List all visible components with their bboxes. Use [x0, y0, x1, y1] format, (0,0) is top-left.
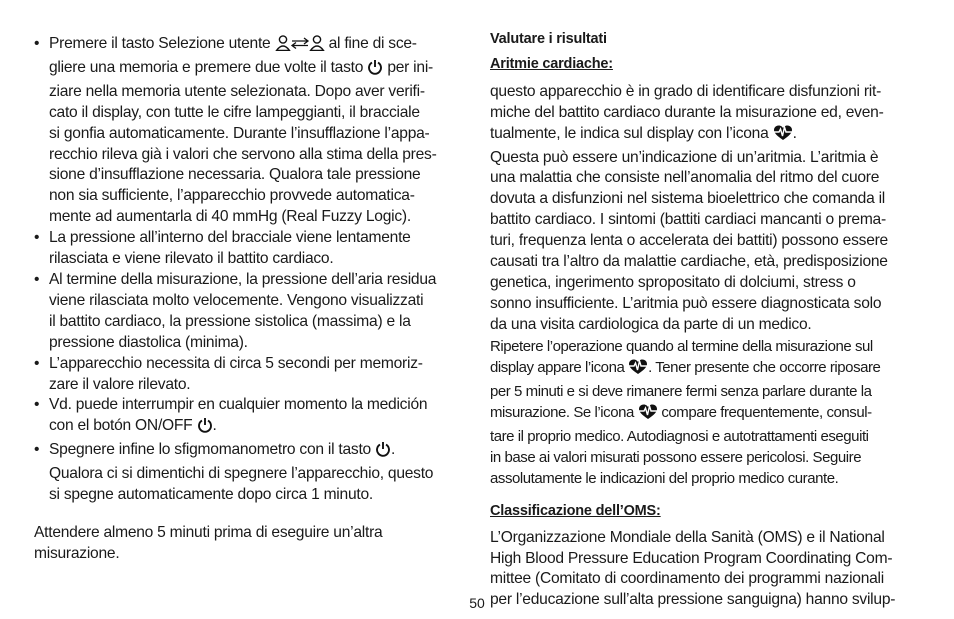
text: da una visita cardiologica da parte di un medico. — [490, 315, 812, 333]
text: turi, frequenza lenta o accelerata dei battiti) possono essere — [490, 232, 888, 250]
text: si spegne automaticamente dopo circa 1 minuto. — [49, 486, 373, 504]
text: tualmente, le indica sul display con l’icona — [490, 124, 773, 142]
text: High Blood Pressure Education Program Coordinating Com- — [490, 549, 893, 567]
text: per l’educazione sull’alta pressione sanguigna) hanno svilup- — [490, 591, 896, 609]
text: . Tener presente che occorre riposare — [648, 358, 881, 376]
right-column — [490, 29, 922, 611]
text: recchio rileva già i valori che servono alla stima della pres- — [49, 145, 437, 163]
text: battito cardiaco. I sintomi (battiti cardiaci mancanti o prema- — [490, 211, 886, 229]
list-item — [34, 395, 466, 440]
text: pressione diastolica (minima). — [49, 333, 248, 351]
section-heading-oms: Classificazione dell’OMS: — [490, 502, 661, 519]
text: sione d’insufflazione necessaria. Qualora tale pressione — [49, 166, 421, 184]
text: Qualora ci si dimentichi di spegnere l’apparecchio, questo — [49, 465, 434, 483]
text: Vd. puede interrumpir en cualquier momento la medición — [49, 396, 428, 414]
text: si gonfia automaticamente. Durante l’insufflazione l’appa- — [49, 124, 430, 142]
text: cato il display, con tutte le cifre lampeggianti, il bracciale — [49, 103, 420, 121]
text: rilasciata e viene rilevato il battito cardiaco. — [49, 250, 334, 268]
list-item — [34, 34, 466, 228]
text: Premere il tasto Selezione utente — [49, 35, 275, 52]
text: mente ad aumentarla di 40 mmHg (Real Fuzzy Logic). — [49, 208, 411, 226]
text: ziare nella memoria utente selezionata. Dopo aver verifi- — [49, 82, 425, 100]
text: Attendere almeno 5 minuti prima di eseguire un’altra — [34, 523, 383, 541]
text: in base ai valori misurati possono essere pericolosi. Seguire — [490, 448, 862, 466]
text: compare frequentemente, consul- — [657, 403, 872, 421]
text: Spegnere infine lo sfigmomanometro con il tasto — [49, 441, 376, 459]
text: . — [391, 441, 396, 459]
text: non sia sufficiente, l’apparecchio provvede automatica- — [49, 187, 415, 205]
arrhythmia-heart-icon — [773, 125, 793, 148]
text: genetica, ingerimento spropositato di dolciumi, stress o — [490, 273, 856, 291]
power-icon — [197, 417, 213, 440]
text: Al termine della misurazione, la pressione dell’aria residua — [49, 270, 437, 288]
list-item — [34, 270, 466, 354]
text: per ini- — [383, 58, 433, 76]
text: tare il proprio medico. Autodiagnosi e autotrattamenti eseguiti — [490, 427, 869, 445]
section-heading-results: Valutare i risultati — [490, 31, 607, 47]
text: misurazione. Se l’icona — [490, 403, 638, 421]
text: miche del battito cardiaco durante la misurazione ed, even- — [490, 103, 884, 121]
list-item — [34, 440, 466, 506]
text: . — [212, 417, 217, 435]
arrhythmia-heart-icon — [638, 404, 658, 426]
text: mittee (Comitato di coordinamento dei programmi nazionali — [490, 570, 884, 588]
text: per 5 minuti e si deve rimanere fermi senza parlare durante la — [490, 382, 872, 400]
text: viene rilasciata molto velocemente. Vengono visualizzati — [49, 291, 424, 309]
text: al fine di sce- — [324, 35, 417, 52]
text: Ripetere l’operazione quando al termine della misurazione sul — [490, 337, 873, 355]
text: una malattia che consiste nell’anomalia del ritmo del cuore — [490, 169, 880, 187]
text: dovuta a disfunzioni nel sistema bioelettrico che comanda il — [490, 190, 885, 208]
arrhythmia-paragraph — [490, 82, 922, 336]
closing-paragraph — [34, 523, 466, 565]
section-heading-arrhythmia: Aritmie cardiache: — [490, 55, 613, 72]
text: . — [792, 124, 797, 142]
text: L’apparecchio necessita di circa 5 secondi per memoriz- — [49, 354, 423, 372]
arrhythmia-heart-icon — [628, 359, 648, 381]
text: L’Organizzazione Mondiale della Sanità (OMS) e il National — [490, 528, 885, 546]
text: Questa può essere un’indicazione di un’aritmia. L’aritmia è — [490, 148, 879, 166]
text: causati tra l’altro da malattie cardiache, età, predisposizione — [490, 253, 888, 271]
user-select-icon — [275, 35, 325, 58]
list-item — [34, 228, 466, 270]
power-icon — [375, 441, 391, 464]
text: zare il valore rilevato. — [49, 375, 191, 393]
text: con el botón ON/OFF — [49, 417, 197, 435]
power-icon — [367, 59, 383, 82]
text: sonno insufficiente. L’aritmia può essere diagnosticata solo — [490, 294, 882, 312]
text: display appare l’icona — [490, 358, 629, 376]
left-column — [34, 34, 466, 565]
instruction-list — [34, 34, 466, 506]
page-number: 50 — [469, 595, 485, 611]
text: misurazione. — [34, 544, 120, 562]
arrhythmia-repeat-paragraph — [490, 336, 922, 489]
text: gliere una memoria e premere due volte il tasto — [49, 58, 368, 76]
text: assolutamente le indicazioni del proprio medico curante. — [490, 469, 839, 487]
text: il battito cardiaco, la pressione sistolica (massima) e la — [49, 312, 411, 330]
list-item — [34, 354, 466, 396]
text: La pressione all’interno del bracciale viene lentamente — [49, 229, 411, 247]
text: questo apparecchio è in grado di identificare disfunzioni rit- — [490, 82, 882, 100]
